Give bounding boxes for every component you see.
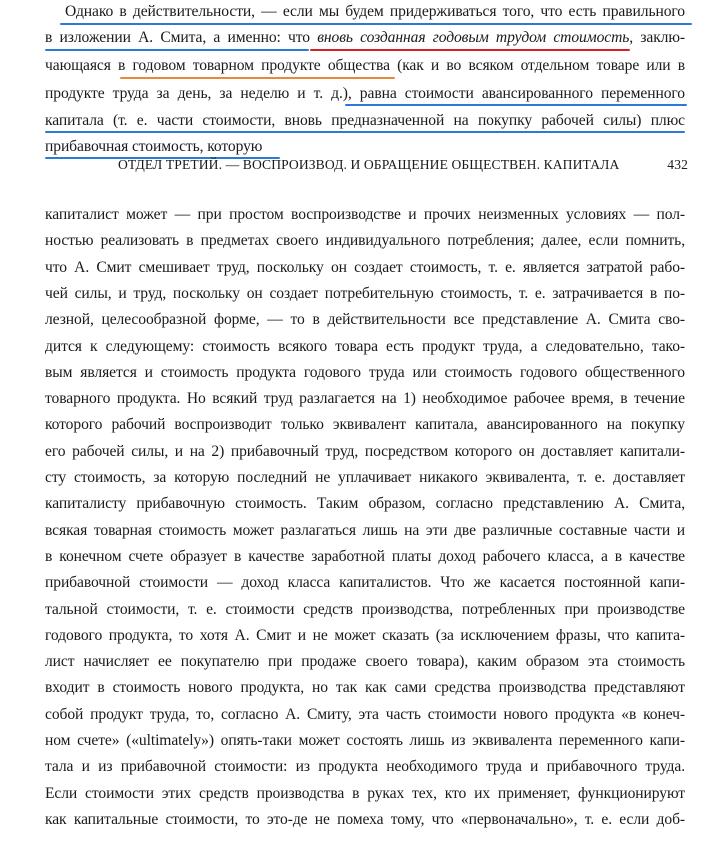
body-line-text: которого рабочий воспроизводит только эквивалент капитала, авансированного на покупку	[45, 416, 685, 434]
body-line	[45, 442, 685, 462]
paragraph-line-6	[45, 137, 685, 157]
body-line-text: годового продукта, то хотя А. Смит и не может сказать (за исключением фразы, что капита-	[45, 626, 685, 644]
annotation-underline-blue	[60, 23, 692, 25]
body-line-text: всякая товарная стоимость может разлагаться лишь на эти две различные составные части и	[45, 521, 685, 539]
body-line	[45, 547, 685, 567]
body-line	[45, 363, 685, 383]
body-line-text: что А. Смит смешивает труд, поскольку он создает стоимость, т. е. является затратой рабо-	[45, 258, 685, 276]
body-line	[45, 231, 685, 251]
body-line	[45, 678, 685, 698]
annotation-underline-red	[310, 49, 630, 51]
body-line-text: тальной стоимости, т. е. стоимости средств производства, потребленных при производстве	[45, 600, 685, 618]
body-line-text: Если стоимости этих средств производства в руках тех, кто их применяет, функционируют	[45, 784, 685, 802]
paragraph-line-4	[45, 84, 685, 104]
body-line	[45, 468, 685, 488]
body-line	[45, 626, 685, 646]
body-line	[45, 284, 685, 304]
paragraph-line-5	[45, 111, 685, 131]
body-line	[45, 784, 685, 804]
paragraph-text: продукте труда за день, за неделю и т. д.), равна стоимости авансированного переменного	[45, 85, 685, 102]
body-line	[45, 521, 685, 541]
body-line	[45, 389, 685, 409]
paragraph-text: капитала (т. е. части стоимости, вновь предназначенной на покупку рабочей силы) плюс	[45, 112, 685, 129]
body-line-text: лист начисляет ее покупателю при продаже своего товара), каким образом эта стоимость	[45, 653, 685, 671]
page-number: 432	[667, 157, 688, 172]
body-line	[45, 205, 685, 225]
paragraph-text: чающаяся в годовом товарном продукте общества (как и во всяком отдельном товаре или в	[45, 57, 685, 74]
body-line	[45, 494, 685, 514]
body-line	[45, 337, 685, 357]
paragraph-text: , заклю-	[629, 29, 686, 46]
body-line-text: его рабочей силы, и на 2) прибавочный труд, посредством которого он доставляет капитали-	[45, 442, 685, 460]
body-line-text: как капитальные стоимости, то это-де не помеха тому, что «первоначально», т. е. если доб-	[45, 810, 685, 828]
italic-phrase: вновь созданная годовым трудом стоимость	[317, 29, 630, 46]
annotation-underline-orange	[120, 77, 395, 79]
body-line	[45, 731, 685, 751]
annotation-underline-blue	[345, 104, 687, 106]
body-line	[45, 600, 685, 620]
body-line-text: прибавочной стоимости — доход класса капиталистов. Что же касается постоянной капи-	[45, 574, 685, 592]
paragraph-text: в изложении А. Смита, а именно: что	[45, 29, 318, 46]
body-line-text: ном счете» («ultimately») опять-таки может состоять лишь из эквивалента переменного капи-	[45, 732, 685, 749]
body-line	[45, 258, 685, 278]
body-line-text: капиталисту прибавочную стоимость. Таким образом, согласно представлению А. Смита,	[45, 495, 685, 513]
body-line-text: лезной, целесообразной форме, — то в действительности все представление А. Смита сво-	[45, 311, 685, 329]
body-line-text: чей силы, и труд, поскольку он создает потребительную стоимость, т. е. затрачивается в по-	[45, 284, 685, 302]
body-line-text: капиталист может — при простом воспроизводстве и прочих неизменных условиях — пол-	[45, 206, 685, 223]
body-line	[45, 415, 685, 435]
body-line-text: дится к следующему: стоимость всякого товара есть продукт труда, а следовательно, тако-	[45, 337, 685, 355]
body-line-text: вым является и стоимость продукта годового труда или стоимость годового общественного	[45, 363, 685, 381]
paragraph-line-3	[45, 56, 685, 76]
body-line	[45, 573, 685, 593]
annotation-underline-blue	[45, 49, 309, 51]
body-line	[45, 757, 685, 777]
body-line-text: ностью реализовать в предметах своего индивидуального потребления; далее, если помнить,	[45, 232, 685, 250]
body-line	[45, 705, 685, 725]
body-line	[45, 310, 685, 330]
annotation-underline-blue	[45, 131, 685, 133]
paragraph-text: прибавочная стоимость, которую	[45, 138, 263, 155]
body-line-text: в конечном счете образует в качестве заработной платы доход рабочего класса, а в качестве	[45, 547, 685, 565]
body-line-text: товарного продукта. Но всякий труд разлагается на 1) необходимое рабочее время, в течение	[45, 390, 685, 408]
body-line-text: сту стоимость, за которую последний не уплачивает никакого эквивалента, т. е. доставляет	[45, 469, 685, 486]
header-title: ОТДЕЛ ТРЕТИЙ. — ВОСПРОИЗВОД. И ОБРАЩЕНИЕ ОБЩЕСТВЕН. КАПИТАЛА	[118, 157, 620, 172]
body-line-text: собой продукт труда, то, согласно А. Смиту, эта часть стоимости нового продукта «в конеч-	[45, 705, 685, 723]
paragraph-text: Однако в действительности, — если мы будем придерживаться того, что есть правильного	[65, 3, 685, 20]
body-line	[45, 652, 685, 672]
paragraph-line-2	[45, 28, 685, 48]
body-line	[45, 810, 685, 830]
body-line-text: входит в стоимость нового продукта, но так как сами средства производства представляют	[45, 679, 685, 697]
body-line-text: тала и из прибавочной стоимости: из продукта необходимого труда и прибавочного труда.	[45, 758, 685, 776]
paragraph-line-1	[65, 2, 685, 22]
